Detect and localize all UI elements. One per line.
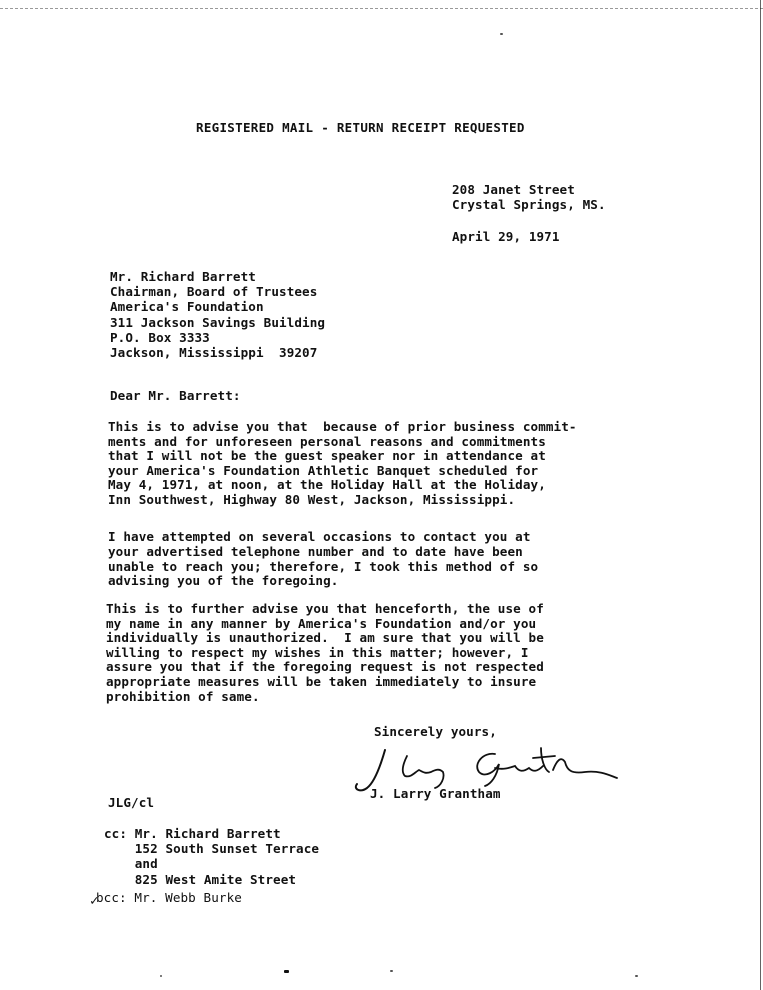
letter-heading: REGISTERED MAIL - RETURN RECEIPT REQUESTED [196, 120, 525, 135]
paragraph-line: This is to advise you that because of prior business commit- [108, 419, 577, 434]
paragraph-line: unable to reach you; therefore, I took this method of so [108, 558, 539, 574]
bcc-line: bcc: Mr. Webb Burke [96, 890, 242, 905]
salutation: Dear Mr. Barrett: [110, 388, 241, 403]
recipient-line: Mr. Richard Barrett [110, 269, 256, 284]
paragraph-2 [108, 530, 538, 589]
recipient-address [110, 269, 325, 360]
sender-address [452, 182, 606, 212]
recipient-line: Jackson, Mississippi 39207 [110, 345, 318, 361]
paragraph-line: ments and for unforeseen personal reasons and commitments [108, 433, 546, 449]
paragraph-line: that I will not be the guest speaker nor in attendance at [108, 448, 546, 464]
letter-date: April 29, 1971 [452, 229, 560, 244]
recipient-line: 311 Jackson Savings Building [110, 314, 326, 330]
sender-line: 208 Janet Street [452, 182, 575, 197]
cc-line: 152 South Sunset Terrace [104, 841, 320, 857]
checkmark-icon: ✓ [90, 893, 99, 909]
complimentary-close: Sincerely yours, [374, 724, 497, 739]
paragraph-line: willing to respect my wishes in this matter; however, I [106, 644, 529, 660]
scan-speck [500, 33, 503, 35]
cc-list [104, 826, 319, 887]
paragraph-line: May 4, 1971, at noon, at the Holiday Hall at the Holiday, [108, 477, 546, 493]
page-top-edge [0, 8, 763, 10]
paragraph-line: my name in any manner by America's Foundation and/or you [106, 615, 537, 631]
sender-line: Crystal Springs, MS. [452, 197, 606, 213]
paragraph-1 [108, 420, 577, 508]
paragraph-line: your advertised telephone number and to date have been [108, 543, 523, 559]
scan-speck [390, 970, 393, 972]
paragraph-line: This is to further advise you that henceforth, the use of [106, 601, 544, 616]
paragraph-line: prohibition of same. [106, 688, 260, 704]
scan-speck [160, 975, 162, 977]
page-right-edge [760, 0, 761, 990]
recipient-line: America's Foundation [110, 299, 264, 315]
paragraph-line: assure you that if the foregoing request is not respected [106, 659, 544, 675]
paragraph-3 [106, 602, 544, 704]
typist-initials: JLG/cl [108, 795, 155, 810]
cc-line: 825 West Amite Street [104, 871, 297, 887]
paragraph-line: advising you of the foregoing. [108, 573, 339, 589]
cc-line: cc: Mr. Richard Barrett [104, 826, 281, 841]
paragraph-line: I have attempted on several occasions to contact you at [108, 529, 531, 544]
paragraph-line: your America's Foundation Athletic Banquet scheduled for [108, 462, 539, 478]
paragraph-line: Inn Southwest, Highway 80 West, Jackson, Mississippi. [108, 491, 516, 507]
paragraph-line: individually is unauthorized. I am sure that you will be [106, 630, 544, 646]
signature-name: J. Larry Grantham [370, 786, 501, 801]
scan-speck [284, 970, 289, 973]
recipient-line: Chairman, Board of Trustees [110, 284, 318, 300]
cc-line: and [104, 856, 158, 872]
recipient-line: P.O. Box 3333 [110, 329, 210, 345]
scan-speck [635, 975, 638, 977]
paragraph-line: appropriate measures will be taken immediately to insure [106, 673, 537, 689]
